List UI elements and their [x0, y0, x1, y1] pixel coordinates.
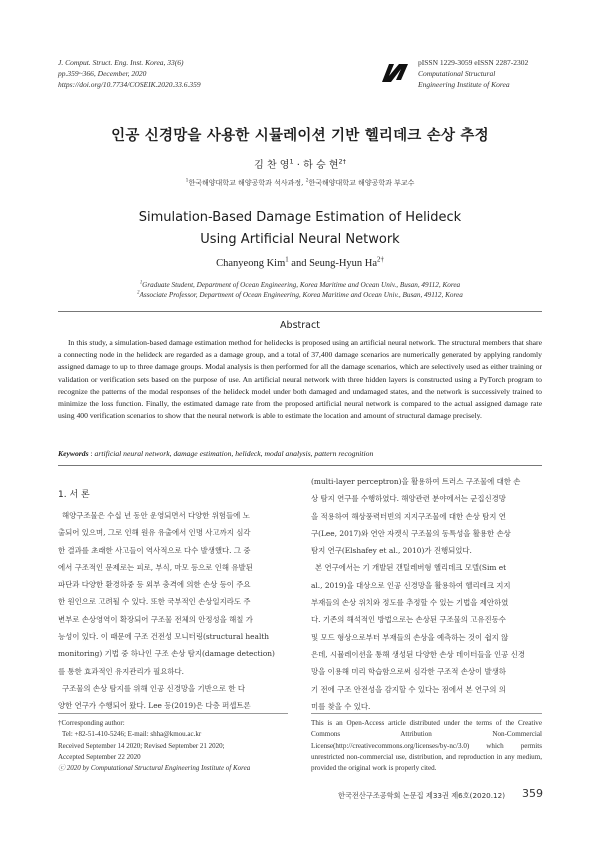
divider — [58, 311, 542, 312]
affil-sup: 1 — [139, 280, 143, 286]
body-line: 미를 찾을 수 있다. — [311, 701, 371, 711]
affiliation: 한국해양대학교 해양공학과 부교수 — [308, 179, 415, 187]
author-name: 김 찬 영 — [254, 160, 290, 171]
body-line: 구조물의 손상 탐지를 위해 인공 신경망을 기반으로 한 다 — [62, 683, 246, 693]
author-conjunction: and — [288, 258, 310, 269]
body-line: 본 연구에서는 기 개발된 갠틸레버형 헬리데크 모델(Sim et — [315, 563, 507, 573]
body-line: al., 2019)을 대상으로 인공 신경망을 활용하여 헬리데크 지지 — [311, 580, 511, 590]
accepted-date: Accepted September 22 2020 — [58, 752, 141, 761]
issn-line: pISSN 1229-3059 eISSN 2287-2302 — [418, 58, 529, 67]
footnote-divider — [311, 713, 542, 714]
keywords-colon: : — [88, 449, 95, 458]
journal-citation — [58, 57, 201, 90]
body-line: 은데, 시뮬레이션을 통해 생성된 다양한 손상 데이터들을 인공 신경 — [311, 649, 525, 659]
affil-sup: 2 — [137, 290, 140, 296]
body-line: 구(Lee, 2017)와 연안 자켓식 구조물의 동특성을 활용한 손상 — [311, 528, 511, 538]
open-access-notice: This is an Open-Access article distributed under the terms of the Creative Commons Attribution Non-Commercial License(http://creativecommons.org/licenses/by-nc/3.0) which permits unrestricted non-commercial use, distribution, and reproduction in any medium, provided the original work is properly cited. — [311, 719, 542, 773]
body-line: 양한 연구가 수행되어 왔다. Lee 등(2019)은 다층 퍼셉트론 — [58, 701, 251, 711]
body-line: 해양구조물은 수십 년 동안 운영되면서 다양한 위험들에 노 — [62, 511, 250, 520]
body-line: monitoring) 기법 중 하나인 구조 손상 탐지(damage detection) — [58, 649, 275, 659]
author-name: Chanyeong Kim — [216, 258, 286, 269]
body-line: 변부로 손상영역이 확장되어 구조물 전체의 안정성을 해칠 가 — [58, 614, 253, 624]
received-date: Received September 14 2020; Revised September 21 2020; — [58, 741, 225, 750]
author-name: Seung-Hyun Ha — [309, 258, 378, 269]
author-separator: · — [296, 160, 300, 171]
paper-title-english — [0, 207, 600, 251]
title-line: Using Artificial Neural Network — [200, 232, 400, 247]
author-sup: 2† — [377, 256, 384, 264]
affiliation: Associate Professor, Department of Ocean Engineering, Korea Maritime and Ocean Univ., Busan, 49112, Korea — [139, 291, 463, 299]
keywords-label: Keywords — [58, 449, 89, 458]
body-line: 을 적용하여 해상풍력터빈의 지지구조물에 대한 손상 탐지 연 — [311, 511, 506, 521]
affil-sup: 1 — [185, 178, 189, 184]
body-line: (multi-layer perceptron)을 활용하여 트러스 구조물에 대한 손 — [311, 477, 521, 486]
title-line: Simulation-Based Damage Estimation of Helideck — [138, 210, 462, 225]
body-line: 능성이 있다. 이 때문에 구조 건전성 모니터링(structural health — [58, 632, 270, 642]
author-sup: 1 — [289, 157, 294, 166]
body-line: 파단과 다양한 환경하중 등 외부 충격에 의한 손상 등이 주요 — [58, 580, 251, 590]
right-column-body — [311, 473, 525, 715]
coseik-logo-icon — [380, 60, 410, 84]
authors-korean — [0, 156, 600, 171]
body-line: 에서 구조적인 문제로는 피로, 부식, 마모 등으로 인해 유발된 — [58, 562, 253, 572]
journal-footer: 한국전산구조공학회 논문집 제33권 제6호(2020.12) — [338, 791, 505, 800]
keywords — [58, 449, 548, 458]
citation-line: https://doi.org/10.7734/COSEIK.2020.33.6.359 — [58, 80, 201, 89]
affiliation: Graduate Student, Department of Ocean Engineering, Korea Maritime and Ocean Univ., Busan, 49112, Korea — [142, 281, 461, 289]
footnote-divider — [58, 713, 288, 714]
publisher-line: Computational Structural — [418, 69, 496, 78]
affiliation: 한국해양대학교 해양공학과 석사과정, — [188, 179, 306, 187]
body-line: 부재들의 손상 위치와 정도를 추정할 수 있는 기법을 제안하였 — [311, 598, 509, 608]
body-line: 상 탐지 연구를 수행하였다. 해양관련 분야에서는 군집신경망 — [311, 494, 506, 504]
publisher-line: Engineering Institute of Korea — [418, 80, 510, 89]
affiliations-english — [0, 280, 600, 300]
authors-english — [0, 258, 600, 269]
abstract-heading: Abstract — [280, 320, 320, 331]
abstract-body: In this study, a simulation-based damage estimation method for helidecks is proposed using an artificial neural network. The structural members that share a connecting node in the helideck are regarded as a damage group, and a total of 37,400 damage scenarios are numerically generated by applying randomly assigned damage to up to three damage groups. Modal analysis is then performed for all the damage scenarios, which are selectively used as either training or validation or verification sets based on the purpose of use. An artificial neural network with three hidden layers is constructed using a PyTorch program to recognize the patterns of the modal responses of the helideck model under both damaged and undamaged states, and the network is successively trained to minimize the loss function. Finally, the estimated damage rate from the proposed artificial neural network is compared to the actual assigned damage rate using 400 verification scenarios to show that the neural network is able to estimate the location and amount of structural damage precisely. — [58, 338, 542, 421]
body-line: 망을 이용해 미리 학습함으로써 심각한 구조적 손상이 발생하 — [311, 667, 506, 677]
body-line: 및 모드 형상으로부터 부재들의 손상을 예측하는 것이 쉽지 않 — [311, 632, 509, 642]
author-sup: 1 — [285, 256, 289, 264]
citation-line: J. Comput. Struct. Eng. Inst. Korea, 33(6) — [58, 58, 184, 67]
corresponding-author: †Corresponding author: — [58, 719, 125, 727]
citation-line: pp.359~366, December, 2020 — [58, 69, 147, 78]
divider — [58, 465, 542, 466]
body-line: 한 결과를 초래한 사고들이 역사적으로 다수 발생했다. 그 중 — [58, 545, 251, 555]
issn-block — [418, 57, 528, 90]
affiliations-korean — [0, 178, 600, 188]
contact-info: Tel: +82-51-410-5246; E-mail: shha@kmou.ac.kr — [62, 730, 202, 739]
page-number: 359 — [522, 787, 543, 800]
body-line: 를 통한 효과적인 유지관리가 필요하다. — [58, 666, 184, 676]
affil-sup: 2 — [305, 178, 309, 184]
body-line: 탐지 연구(Elshafey et al., 2010)가 진행되었다. — [311, 546, 472, 556]
author-sup: 2† — [338, 157, 346, 166]
body-line: 다. 기존의 해석적인 방법으로는 손상된 구조물의 고유진동수 — [311, 615, 506, 625]
paper-title-korean: 인공 신경망을 사용한 시뮬레이션 기반 헬리데크 손상 추정 — [111, 128, 489, 144]
body-line: 한 원인으로 고려될 수 있다. 또한 국부적인 손상일지라도 주 — [58, 597, 251, 607]
author-name: 하 승 현 — [303, 160, 339, 171]
body-line: 기 전에 구조 안전성을 감지할 수 있다는 점에서 본 연구의 의 — [311, 684, 506, 694]
left-column-body — [58, 507, 275, 715]
section-heading: 1. 서 론 — [58, 490, 90, 500]
body-line: 출되어 있으며, 그로 인해 원유 유출에서 인명 사고까지 심각 — [58, 528, 251, 538]
footnote — [58, 718, 250, 774]
keywords-text: artificial neural network, damage estimation, helideck, modal analysis, pattern recognition — [94, 449, 374, 458]
copyright: ⓒ 2020 by Computational Structural Engineering Institute of Korea — [58, 764, 251, 773]
